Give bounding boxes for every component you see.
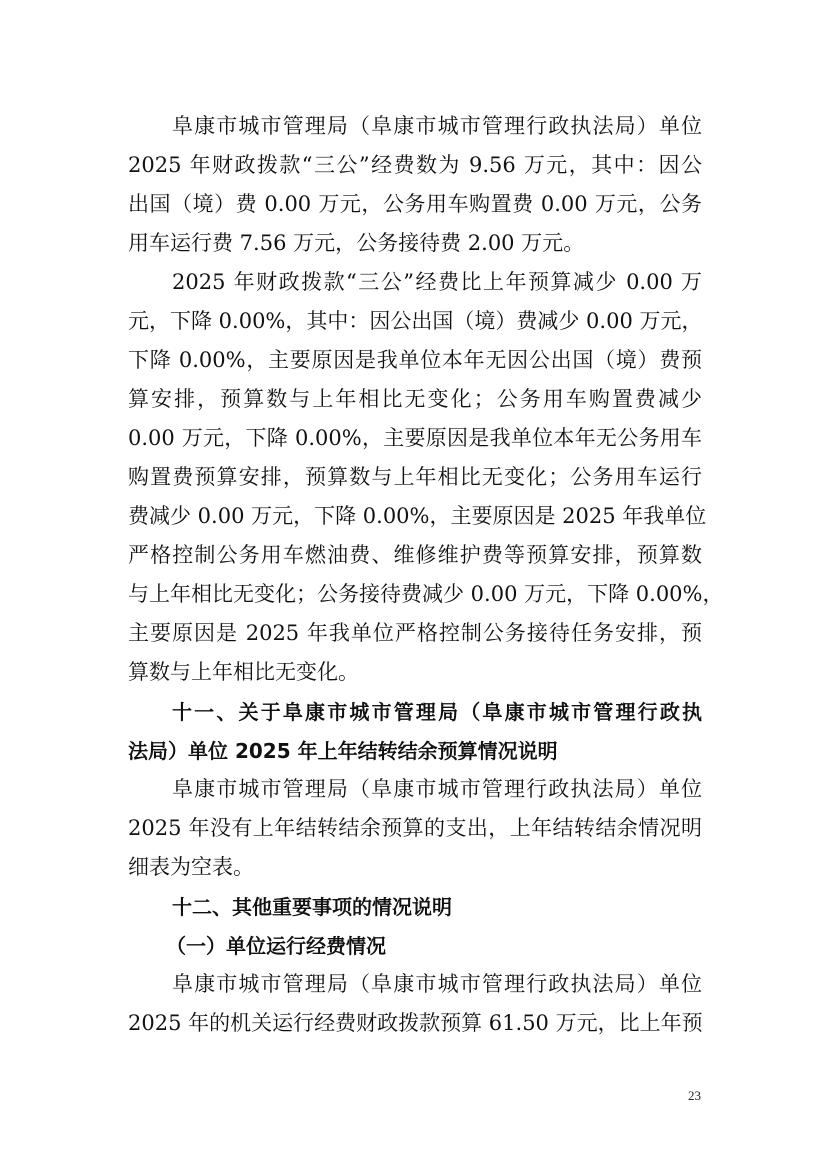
paragraph-line: 元，下降 0.00%，其中：因公出国（境）费减少 0.00 万元， [128, 309, 703, 333]
paragraph-line: 用车运行费 7.56 万元，公务接待费 2.00 万元。 [128, 231, 585, 255]
page-number: 23 [688, 1088, 701, 1103]
paragraph-line: 下降 0.00%，主要原因是我单位本年无因公出国（境）费预 [128, 348, 702, 372]
paragraph-line: 2025 年财政拨款“三公”经费比上年预算减少 0.00 万 [172, 270, 702, 294]
paragraph-line: 主要原因是 2025 年我单位严格控制公务接待任务安排，预 [128, 621, 702, 645]
section-heading-11: 十一、关于阜康市城市管理局（阜康市城市管理行政执 [172, 700, 702, 724]
paragraph-line: 算安排，预算数与上年相比无变化；公务用车购置费减少 [128, 387, 702, 411]
paragraph-line: 0.00 万元，下降 0.00%，主要原因是我单位本年无公务用车 [128, 426, 702, 450]
paragraph-line: 阜康市城市管理局（阜康市城市管理行政执法局）单位 [172, 972, 702, 996]
paragraph-line: 费减少 0.00 万元，下降 0.00%，主要原因是 2025 年我单位 [128, 504, 707, 528]
paragraph-line: 购置费预算安排，预算数与上年相比无变化；公务用车运行 [128, 465, 702, 489]
section-heading-12: 十二、其他重要事项的情况说明 [172, 895, 452, 919]
paragraph-line: 严格控制公务用车燃油费、维修维护费等预算安排，预算数 [128, 543, 702, 567]
subsection-heading-12-1: （一）单位运行经费情况 [166, 934, 386, 958]
paragraph-line: 阜康市城市管理局（阜康市城市管理行政执法局）单位 [172, 777, 702, 801]
paragraph-line: 2025 年的机关运行经费财政拨款预算 61.50 万元，比上年预 [128, 1011, 703, 1035]
paragraph-line: 算数与上年相比无变化。 [128, 660, 359, 684]
paragraph-line: 出国（境）费 0.00 万元，公务用车购置费 0.00 万元，公务 [128, 192, 702, 216]
section-heading-11-cont: 法局）单位 2025 年上年结转结余预算情况说明 [128, 739, 558, 763]
paragraph-line: 2025 年没有上年结转结余预算的支出，上年结转结余情况明 [128, 816, 702, 840]
paragraph-line: 与上年相比无变化；公务接待费减少 0.00 万元，下降 0.00%， [128, 582, 724, 606]
paragraph-line: 细表为空表。 [128, 855, 254, 879]
paragraph-line: 2025 年财政拨款“三公”经费数为 9.56 万元，其中：因公 [128, 153, 702, 177]
paragraph-line: 阜康市城市管理局（阜康市城市管理行政执法局）单位 [172, 114, 702, 138]
